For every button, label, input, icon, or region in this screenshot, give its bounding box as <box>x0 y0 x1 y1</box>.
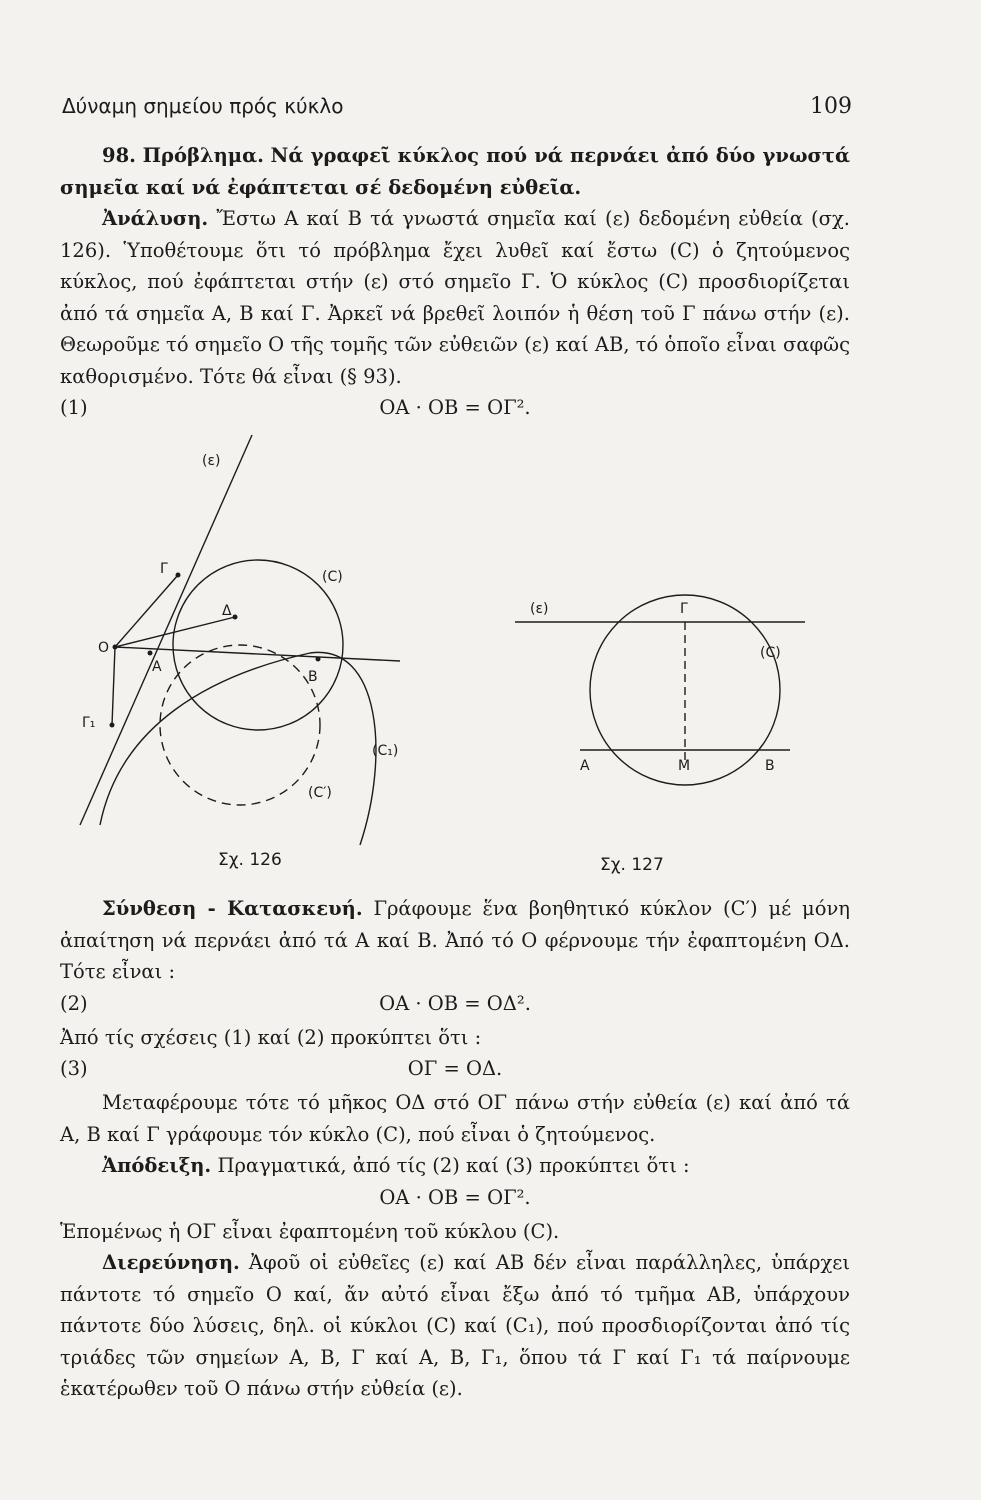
problem-heading: Πρόβλημα. <box>142 144 264 167</box>
synthesis-paragraph-3 <box>60 1087 850 1150</box>
synthesis-text-1: Γράφουμε ἕνα βοηθητικό κύκλον (C′) μέ μόνη ἀπαίτηση νά περνάει ἀπό τά Α καί Β. Ἀπό τό Ο φέρνουμε τήν ἐφαπτομένη ΟΔ. Τότε εἶναι : <box>60 897 850 983</box>
label-d-126: Δ <box>222 603 232 619</box>
problem-block <box>60 140 850 426</box>
equation-1-number: (1) <box>60 396 88 419</box>
proof-conclusion: Ἑπομένως ἡ ΟΓ εἶναι ἐφαπτομένη τοῦ κύκλου (C). <box>60 1219 560 1243</box>
segment-og1 <box>112 647 115 725</box>
label-b-126: B <box>308 669 318 685</box>
label-b-127: B <box>765 758 775 774</box>
label-m-127: M <box>678 758 691 774</box>
equation-1 <box>60 392 850 426</box>
equation-3-expression: ΟΓ = ΟΔ. <box>407 1057 503 1080</box>
analysis-text: Ἔστω Α καί Β τά γνωστά σημεῖα καί (ε) δεδομένη εὐθεία (σχ. 126). Ὑποθέτουμε ὅτι τό πρόβλημα ἔχει λυθεῖ καί ἔστω (C) ὁ ζητούμενος κύκλος, πού ἐφάπτεται στήν (ε) στό σημεῖο Γ. Ὁ κύκλος (C) προσδιορίζεται ἀπό τά σημεῖα Α, Β καί Γ. Ἀρκεῖ νά βρεθεῖ λοιπόν ἡ θέση τοῦ Γ πάνω στήν (ε). Θεωροῦμε τό σημεῖο Ο τῆς τομῆς τῶν εὐθειῶν (ε) καί ΑΒ, τό ὁποῖο εἶναι σαφῶς καθορισμένο. Τότε θά εἶναι (§ 93). <box>60 207 850 388</box>
synthesis-paragraph-2 <box>60 1022 850 1054</box>
figure-126-caption: Σχ. 126 <box>218 850 282 870</box>
label-c-126: (C) <box>322 569 343 585</box>
figure-126-127-drawing <box>60 425 850 885</box>
equation-3 <box>60 1053 850 1087</box>
analysis-heading: Ἀνάλυση. <box>102 207 209 230</box>
equation-4 <box>60 1182 850 1216</box>
synthesis-heading: Σύνθεση - Κατασκευή. <box>102 897 363 920</box>
synthesis-paragraph-1 <box>60 893 850 988</box>
equation-4-expression: ΟΑ · ΟΒ = ΟΓ². <box>379 1185 531 1209</box>
label-c-127: (C) <box>760 645 781 661</box>
analysis-paragraph <box>60 203 850 392</box>
synthesis-block <box>60 893 850 1405</box>
proof-paragraph <box>60 1150 850 1182</box>
label-o-126: O <box>98 640 110 656</box>
label-g-126: Γ <box>160 561 168 577</box>
equation-2 <box>60 988 850 1022</box>
discussion-text: Ἀφοῦ οἱ εὐθεῖες (ε) καί ΑΒ δέν εἶναι παράλληλες, ὑπάρχει πάντοτε τό σημεῖο Ο καί, ἄν αὐτό εἶναι ἔξω ἀπό τό τμῆμα ΑΒ, ὑπάρχουν πάντοτε δύο λύσεις, δηλ. οἱ κύκλοι (C) καί (C₁), πού προσδιορίζονται ἀπό τίς τριάδες τῶν σημείων Α, Β, Γ καί Α, Β, Γ₁, ὅπου τά Γ καί Γ₁ τά παίρνουμε ἑκατέρωθεν τοῦ Ο πάνω στήν εὐθεία (ε). <box>60 1251 851 1400</box>
segment-og <box>115 575 178 647</box>
figure-127-caption: Σχ. 127 <box>600 855 664 875</box>
proof-text: Πραγματικά, ἀπό τίς (2) καί (3) προκύπτει ὅτι : <box>217 1154 690 1177</box>
discussion-paragraph <box>60 1247 850 1405</box>
problem-number: 98. <box>102 144 136 167</box>
problem-statement: Νά γραφεῖ κύκλος πού νά περνάει ἀπό δύο γνωστά σημεῖα καί νά ἐφάπτεται σέ δεδομένη εὐθεῖα. <box>60 144 851 199</box>
label-g-127: Γ <box>680 601 688 617</box>
synthesis-text-3: Μεταφέρουμε τότε τό μῆκος ΟΔ στό ΟΓ πάνω στήν εὐθεία (ε) καί ἀπό τά Α, Β καί Γ γράφουμε τόν κύκλο (C), πού εἶναι ὁ ζητούμενος. <box>60 1091 850 1146</box>
equation-2-expression: ΟΑ · ΟΒ = ΟΔ². <box>379 991 531 1015</box>
label-e-126: (ε) <box>202 453 221 469</box>
synthesis-text-2: Ἀπό τίς σχέσεις (1) καί (2) προκύπτει ὅτι : <box>60 1025 482 1049</box>
proof-conclusion-paragraph <box>60 1216 850 1248</box>
label-e-127: (ε) <box>530 601 549 617</box>
label-a-126: A <box>152 659 162 675</box>
running-title: Δύναμη σημείου πρός κύκλο <box>62 94 344 118</box>
label-c1-126: (C₁) <box>372 743 399 759</box>
line-e <box>80 435 252 825</box>
label-a-127: A <box>580 758 590 774</box>
problem-paragraph <box>60 140 850 203</box>
figures-area <box>60 425 850 885</box>
proof-heading: Ἀπόδειξη. <box>102 1154 212 1177</box>
circle-cprime <box>160 645 320 805</box>
equation-2-number: (2) <box>60 991 88 1015</box>
segment-od <box>115 617 235 647</box>
equation-1-expression: ΟΑ · ΟΒ = ΟΓ². <box>379 396 531 419</box>
label-cprime-126: (C′) <box>308 785 332 801</box>
equation-3-number: (3) <box>60 1057 88 1080</box>
discussion-heading: Διερεύνηση. <box>102 1251 240 1274</box>
page-header <box>62 86 852 122</box>
label-g1-126: Γ₁ <box>82 715 96 731</box>
page-number: 109 <box>810 94 852 119</box>
